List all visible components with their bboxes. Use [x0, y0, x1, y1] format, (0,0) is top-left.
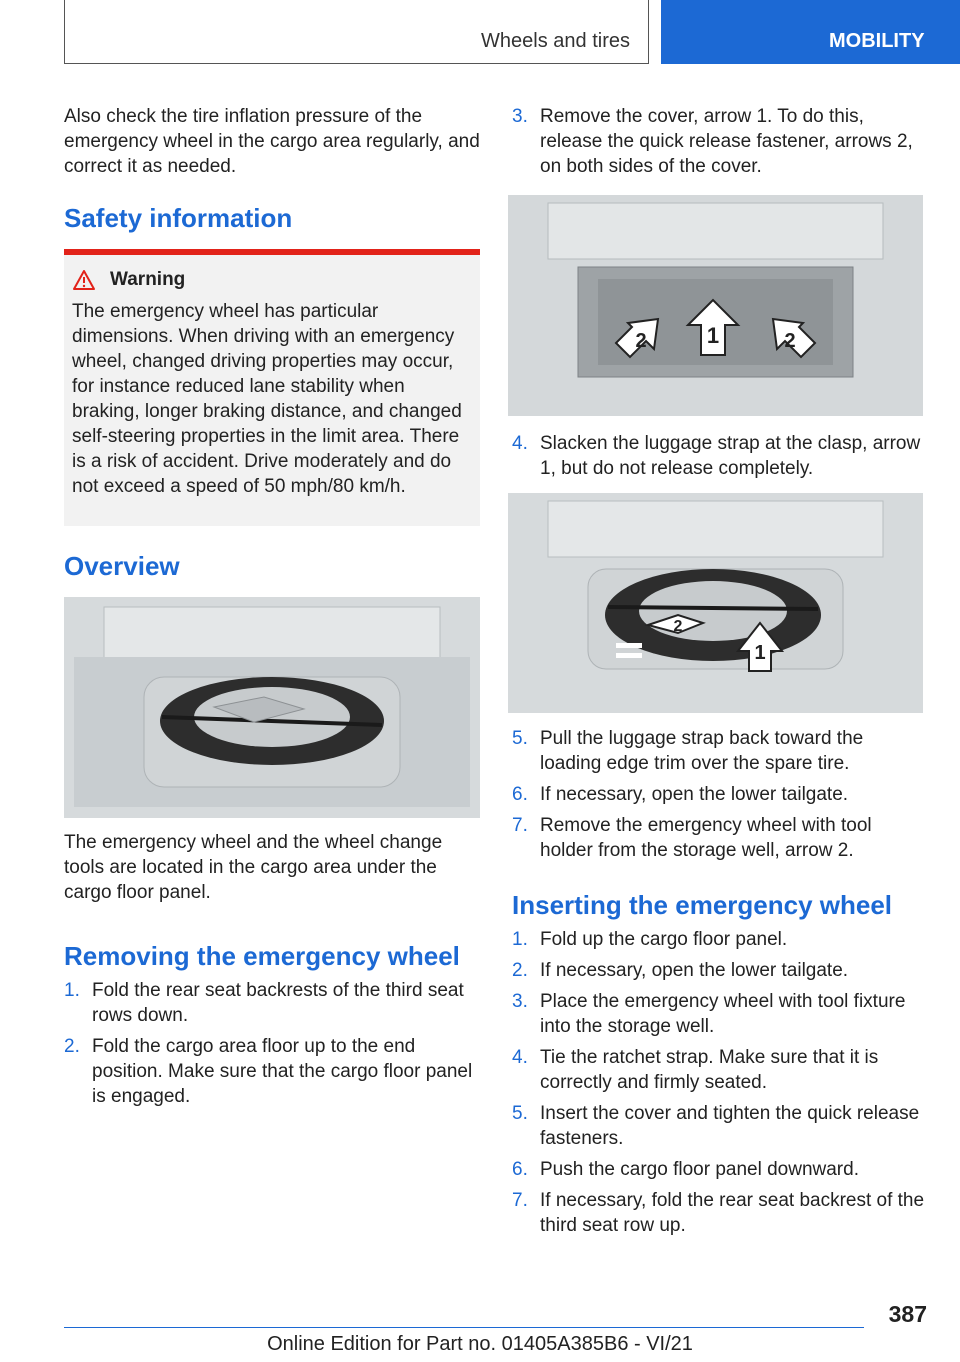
warning-triangle-icon: [72, 269, 96, 291]
overview-text-block: [64, 830, 474, 905]
step-number: 6.: [512, 1159, 528, 1180]
step-number: 5.: [512, 728, 528, 749]
removing-steps: [64, 978, 480, 1115]
overview-heading: Overview: [64, 551, 180, 581]
list-item: [512, 1188, 928, 1238]
cover-arrow-label-right: 2: [784, 330, 796, 352]
step-text: Remove the emergency wheel with tool holder from the storage well, arrow 2.: [540, 815, 872, 861]
step-text: Remove the cover, arrow 1. To do this, release the quick release fastener, arrows 2, on both sides of the cover.: [540, 106, 913, 177]
step-number: 5.: [512, 1103, 528, 1124]
step-text: Push the cargo floor panel downward.: [540, 1159, 859, 1180]
step-number: 4.: [512, 1047, 528, 1068]
warning-box: [64, 249, 480, 526]
step-number: 1.: [64, 980, 80, 1001]
step3-block: [512, 104, 928, 185]
list-item: [512, 431, 928, 481]
header-section-title: Wheels and tires: [481, 30, 630, 52]
step-text: If necessary, fold the rear seat backrest of the third seat row up.: [540, 1190, 925, 1236]
header-chapter-title: MOBILITY: [829, 30, 925, 52]
list-item: [512, 726, 928, 776]
overview-heading-wrap: [64, 550, 180, 582]
overview-figure-drawing: [64, 597, 480, 818]
footer-edition: Online Edition for Part no. 01405A385B6 - VI/21: [267, 1333, 693, 1355]
list-item: [512, 1045, 928, 1095]
footer-divider: [64, 1327, 864, 1328]
step-text: Pull the luggage strap back toward the loading edge trim over the spare tire.: [540, 728, 864, 774]
step-number: 3.: [512, 991, 528, 1012]
step-text: If necessary, open the lower tailgate.: [540, 784, 849, 805]
strap-figure: [508, 493, 923, 713]
step-number: 7.: [512, 815, 528, 836]
safety-heading-wrap: [64, 202, 292, 234]
warning-text: The emergency wheel has particular dimensions. When driving with an emergency wheel, changed driving properties may occur, for instance reduced lane stability when braking, longer braking distance, and changed self-steering properties in the limit area. There is a risk of accident. Drive moderately and do not exceed a speed of 50 mph/80 km/h.: [72, 301, 462, 497]
intro-block: [64, 104, 484, 179]
step-text: Place the emergency wheel with tool fixture into the storage well.: [540, 991, 906, 1037]
strap-drawing: [508, 493, 923, 713]
removing-heading-wrap: [64, 940, 460, 972]
warning-title-row: [72, 269, 472, 291]
header-chapter-tab: [661, 0, 960, 64]
step4-block: [512, 431, 928, 487]
inserting-heading: Inserting the emergency wheel: [512, 890, 893, 920]
strap-arrow-label-1: 1: [754, 642, 766, 664]
step-text: Fold up the cargo floor panel.: [540, 929, 788, 950]
removing-heading: Removing the emergency wheel: [64, 941, 460, 971]
list-item: [512, 782, 928, 807]
step-number: 2.: [64, 1036, 80, 1057]
removal-steps-continued: [512, 726, 928, 869]
step-number: 2.: [512, 960, 528, 981]
step-number: 7.: [512, 1190, 528, 1211]
page-number: 387: [888, 1301, 927, 1327]
list-item: [512, 958, 928, 983]
step-number: 6.: [512, 784, 528, 805]
list-item: [64, 1034, 480, 1109]
step-text: Fold the rear seat backrests of the third seat rows down.: [92, 980, 464, 1026]
step-number: 3.: [512, 106, 528, 127]
inserting-heading-wrap: [512, 889, 892, 921]
intro-paragraph: Also check the tire inflation pressure of the emergency wheel in the cargo area regularly, and correct it as needed.: [64, 106, 480, 177]
safety-heading: Safety information: [64, 203, 293, 233]
header-section-box: [64, 0, 649, 64]
list-item: [64, 978, 480, 1028]
cover-arrow-label-center: 1: [706, 323, 720, 348]
step-number: 1.: [512, 929, 528, 950]
cover-arrow-label-left: 2: [635, 330, 647, 352]
step-text: Slacken the luggage strap at the clasp, arrow 1, but do not release completely.: [540, 433, 921, 479]
cover-removal-drawing: [508, 195, 923, 416]
list-item: [512, 1101, 928, 1151]
step-text: Tie the ratchet strap. Make sure that it is correctly and firmly seated.: [540, 1047, 879, 1093]
list-item: [512, 927, 928, 952]
list-item: [512, 104, 928, 179]
step-number: 4.: [512, 433, 528, 454]
step-text: Fold the cargo area floor up to the end position. Make sure that the cargo floor panel is engaged.: [92, 1036, 473, 1107]
list-item: [512, 813, 928, 863]
step-text: If necessary, open the lower tailgate.: [540, 960, 849, 981]
overview-text: The emergency wheel and the wheel change tools are located in the cargo area under the cargo floor panel.: [64, 832, 443, 903]
list-item: [512, 1157, 928, 1182]
overview-figure: [64, 597, 480, 818]
strap-arrow-label-2: 2: [673, 618, 683, 635]
cover-removal-figure: [508, 195, 923, 416]
inserting-steps: [512, 927, 928, 1244]
warning-title: Warning: [110, 269, 186, 290]
step-text: Insert the cover and tighten the quick release fasteners.: [540, 1103, 920, 1149]
list-item: [512, 989, 928, 1039]
